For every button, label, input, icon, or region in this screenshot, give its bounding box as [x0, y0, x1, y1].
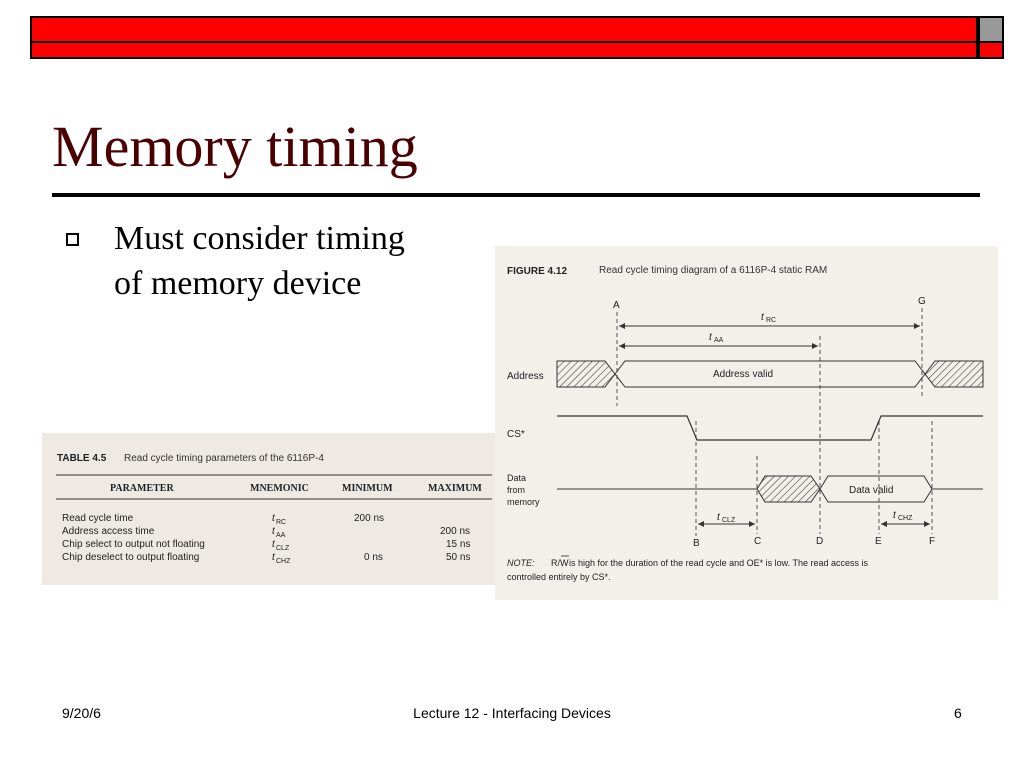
note-rw: R/W — [551, 558, 569, 568]
marker-e: E — [875, 536, 882, 547]
figure-caption-text: Read cycle timing diagram of a 6116P-4 static RAM — [599, 265, 828, 276]
footer-title: Lecture 12 - Interfacing Devices — [413, 705, 611, 721]
table-caption-text: Read cycle timing parameters of the 6116P-4 — [124, 453, 324, 464]
table-caption-number: TABLE 4.5 — [57, 453, 107, 464]
t-clz-t: t — [717, 512, 720, 523]
data-valid-label: Data valid — [849, 485, 894, 496]
t-chz-t: t — [893, 510, 896, 521]
table-row-1-sub: RC — [276, 519, 287, 526]
table-row-3-sub: CLZ — [276, 545, 290, 552]
bullet-line-2: of memory device — [114, 265, 362, 302]
table-row-1-min: 200 ns — [354, 513, 385, 524]
bullet-text — [114, 216, 474, 306]
table-row-1-mnemonic: t — [272, 513, 275, 524]
note-label: NOTE: — [507, 558, 535, 568]
table-header-mnemonic: MNEMONIC — [250, 483, 309, 494]
table-header-minimum: MINIMUM — [342, 483, 393, 494]
table-row-2-param: Address access time — [62, 526, 155, 537]
table-row-4-mnemonic: t — [272, 552, 275, 563]
slide-title: Memory timing — [52, 114, 418, 179]
table-row-2-mnemonic: t — [272, 526, 275, 537]
title-rule — [52, 193, 980, 197]
figure-caption-number: FIGURE 4.12 — [507, 266, 568, 277]
table-row-4-param: Chip deselect to output floating — [62, 552, 200, 563]
bullet-square-icon — [66, 233, 79, 246]
t-aa-t: t — [709, 332, 712, 343]
table-header-parameter: PARAMETER — [110, 483, 174, 494]
t-rc-sub: RC — [766, 317, 777, 324]
table-row-2-max: 200 ns — [440, 526, 471, 537]
header-bar-top — [30, 16, 978, 43]
signal-cs: CS* — [507, 429, 525, 440]
signal-address: Address — [507, 371, 544, 382]
header-corner-gray — [978, 16, 1004, 43]
header-bar-bottom — [30, 43, 978, 59]
marker-c: C — [754, 536, 762, 547]
table-row-3-max: 15 ns — [446, 539, 471, 550]
t-chz-sub: CHZ — [898, 515, 913, 522]
footer-page-number: 6 — [954, 705, 962, 721]
table-row-4-max: 50 ns — [446, 552, 471, 563]
signal-from: from — [507, 485, 525, 495]
note-text-2: controlled entirely by CS*. — [507, 572, 611, 582]
address-valid-label: Address valid — [713, 369, 774, 380]
marker-a: A — [613, 300, 620, 311]
table-row-4-min: 0 ns — [364, 552, 383, 563]
table-row-3-mnemonic: t — [272, 539, 275, 550]
table-4-5-image — [42, 433, 496, 585]
table-row-3-param: Chip select to output not floating — [62, 539, 205, 550]
note-text-1: is high for the duration of the read cycle and OE* is low. The read access is — [569, 558, 868, 568]
bullet-line-1: Must consider timing — [114, 220, 405, 257]
marker-f: F — [929, 536, 936, 547]
marker-b: B — [693, 538, 700, 549]
header-corner-red — [978, 43, 1004, 59]
marker-g: G — [918, 296, 926, 307]
table-row-4-sub: CHZ — [276, 558, 291, 565]
table-row-2-sub: AA — [276, 532, 286, 539]
footer-date: 9/20/6 — [62, 705, 101, 721]
signal-memory: memory — [507, 497, 540, 507]
table-row-1-param: Read cycle time — [62, 513, 134, 524]
t-clz-sub: CLZ — [722, 517, 736, 524]
t-rc-t: t — [761, 312, 764, 323]
table-header-maximum: MAXIMUM — [428, 483, 482, 494]
t-aa-sub: AA — [714, 337, 724, 344]
figure-4-12-image — [495, 246, 998, 600]
marker-d: D — [816, 536, 824, 547]
signal-data: Data — [507, 473, 527, 483]
